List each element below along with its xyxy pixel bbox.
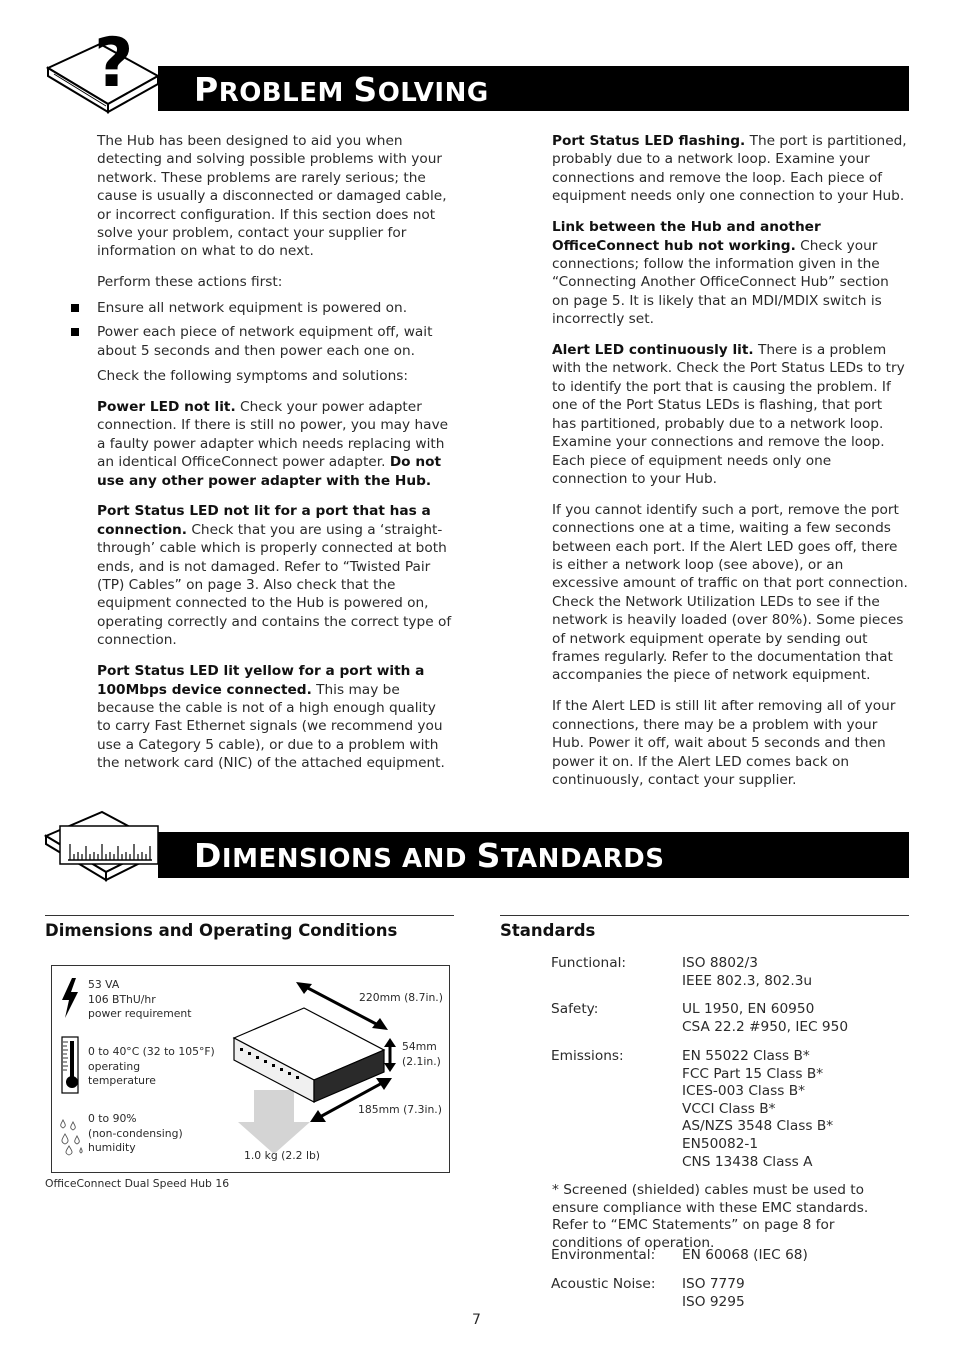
safety-label: Safety: [551,1001,599,1017]
still-lit-paragraph: If the Alert LED is still lit after removing all of your connections, there may be a problem with your Hub. Power it off, wait about 5 seconds and then power it on. If the Alert LED comes back on continuously, contact your supplier. [552,698,896,788]
section-title: DIMENSIONS AND STANDARDS [194,836,665,875]
flashing-paragraph: Port Status LED flashing. The port is partitioned, probably due to a network loop. Examine your connections and remove the loop. Each piece of equipment needs only one connection to your Hub. [552,133,907,205]
water-drops-icon [57,1116,85,1156]
problem-solving-header [158,66,909,111]
width-arrow-icon [294,980,390,1034]
bullet-square-icon [71,328,79,336]
dimensions-heading: Dimensions and Operating Conditions [45,921,398,940]
acoustic-values: ISO 7779 ISO 9295 [682,1276,745,1310]
functional-values: ISO 8802/3 IEEE 802.3, 802.3u [682,955,813,989]
problem-solving-right-column [552,132,908,802]
problem-solving-left-column [97,132,453,785]
check-paragraph: Check the following symptoms and solutions: [97,367,409,384]
height-label: 54mm (2.1in.) [402,1040,441,1068]
port-yellow-paragraph: Port Status LED lit yellow for a port with a 100Mbps device connected. This may be because the cable is not of a high enough quality to carry Fast Ethernet signals (we recommend you use a Category 5 cable), or due to a problem with the network card (NIC) of the attached equipment. [97,663,445,772]
standards-heading: Standards [500,921,596,940]
weight-label: 1.0 kg (2.2 lb) [244,1149,321,1162]
functional-label: Functional: [551,955,627,971]
acoustic-label: Acoustic Noise: [551,1276,656,1292]
bullet-item: Power each piece of network equipment off, wait about 5 seconds and then power each one on. [97,323,453,360]
standards-rule [500,915,909,916]
temperature-text: 0 to 40°C (32 to 105°F) operating temperature [88,1045,215,1088]
dimensions-standards-header [158,832,909,878]
identify-paragraph: If you cannot identify such a port, remove the port connections one at a time, waiting a few seconds between each port. If the Alert LED goes off, there is either a network loop (see above), or an excessive amount of traffic on that port connection. Check the Network Utilization LEDs to see if the network is heavily loaded (over 80%). Some pieces of network equipment operate by sending out frames regularly. Refer to the documentation that accompanies the piece of network equipment. [552,501,908,684]
bullet-item: Ensure all network equipment is powered on. [97,299,453,317]
section-title: PROBLEM SOLVING [194,70,489,109]
port-unlit-paragraph: Port Status LED not lit for a port that has a connection. Check that you are using a ‘straight-through’ cable which is properly connected at both ends, and is not damaged. Refer to “Twisted Pair (TP) Cables” on page 3. Also check that the equipment connected to the Hub is powered on, operating correctly and contains the correct type of connection. [97,503,452,649]
environmental-label: Environmental: [551,1247,656,1263]
humidity-text: 0 to 90% (non-condensing) humidity [88,1112,183,1155]
emissions-label: Emissions: [551,1048,624,1064]
depth-label: 185mm (7.3in.) [358,1103,442,1116]
dimensions-diagram [51,965,450,1173]
safety-values: UL 1950, EN 60950 CSA 22.2 #950, IEC 950 [682,1001,849,1035]
intro-paragraph: The Hub has been designed to aid you when detecting and solving possible problems with your network. These problems are rarely serious; the cause is usually a disconnected or damaged cable, or incorrect configuration. If this section does not solve your problem, contact your supplier for information on what to do next. [97,133,447,260]
power-led-paragraph: Power LED not lit. Check your power adapter connection. If there is still no power, you may have a faulty power adapter which needs replacing with an identical OfficeConnect power adapter. Do not use any other power adapter with the Hub. [97,398,449,489]
alert-paragraph: Alert LED continuously lit. There is a problem with the network. Check the Port Status LEDs to try to identify the port that is causing the problem. If one of the Port Status LEDs is flashing, that port has partitioned, probably due to a network loop. Examine your connections and remove the loop. Each piece of equipment needs only one connection to your Hub. [552,342,905,487]
diagram-caption: OfficeConnect Dual Speed Hub 16 [45,1177,230,1190]
emissions-values: EN 55022 Class B* FCC Part 15 Class B* ICES-003 Class B* VCCI Class B* AS/NZS 3548 Class B* EN50082-1 CNS 13438 Class A [682,1048,834,1170]
environmental-value: EN 60068 (IEC 68) [682,1247,808,1263]
dimensions-rule [45,915,454,916]
screened-cables-note: * Screened (shielded) cables must be used to ensure compliance with these EMC standards. Refer to “EMC Statements” on page 8 for conditions of operation. [552,1182,869,1251]
question-mark-glyph: ? [94,24,134,103]
width-label: 220mm (8.7in.) [359,991,443,1004]
bullet-square-icon [71,304,79,312]
height-arrow-icon [383,1038,397,1072]
perform-paragraph: Perform these actions first: [97,274,283,291]
power-requirement-text: 53 VA 106 BThU/hr power requirement [88,978,192,1021]
page-number: 7 [472,1312,481,1328]
thermometer-icon [61,1036,79,1094]
link-paragraph: Link between the Hub and another OfficeConnect hub not working. Check your connections; follow the information given in the “Connecting Another OfficeConnect Hub” section on page 5. It is likely that an MDI/MDIX switch is incorrectly set. [552,219,889,328]
lightning-icon [60,978,80,1018]
